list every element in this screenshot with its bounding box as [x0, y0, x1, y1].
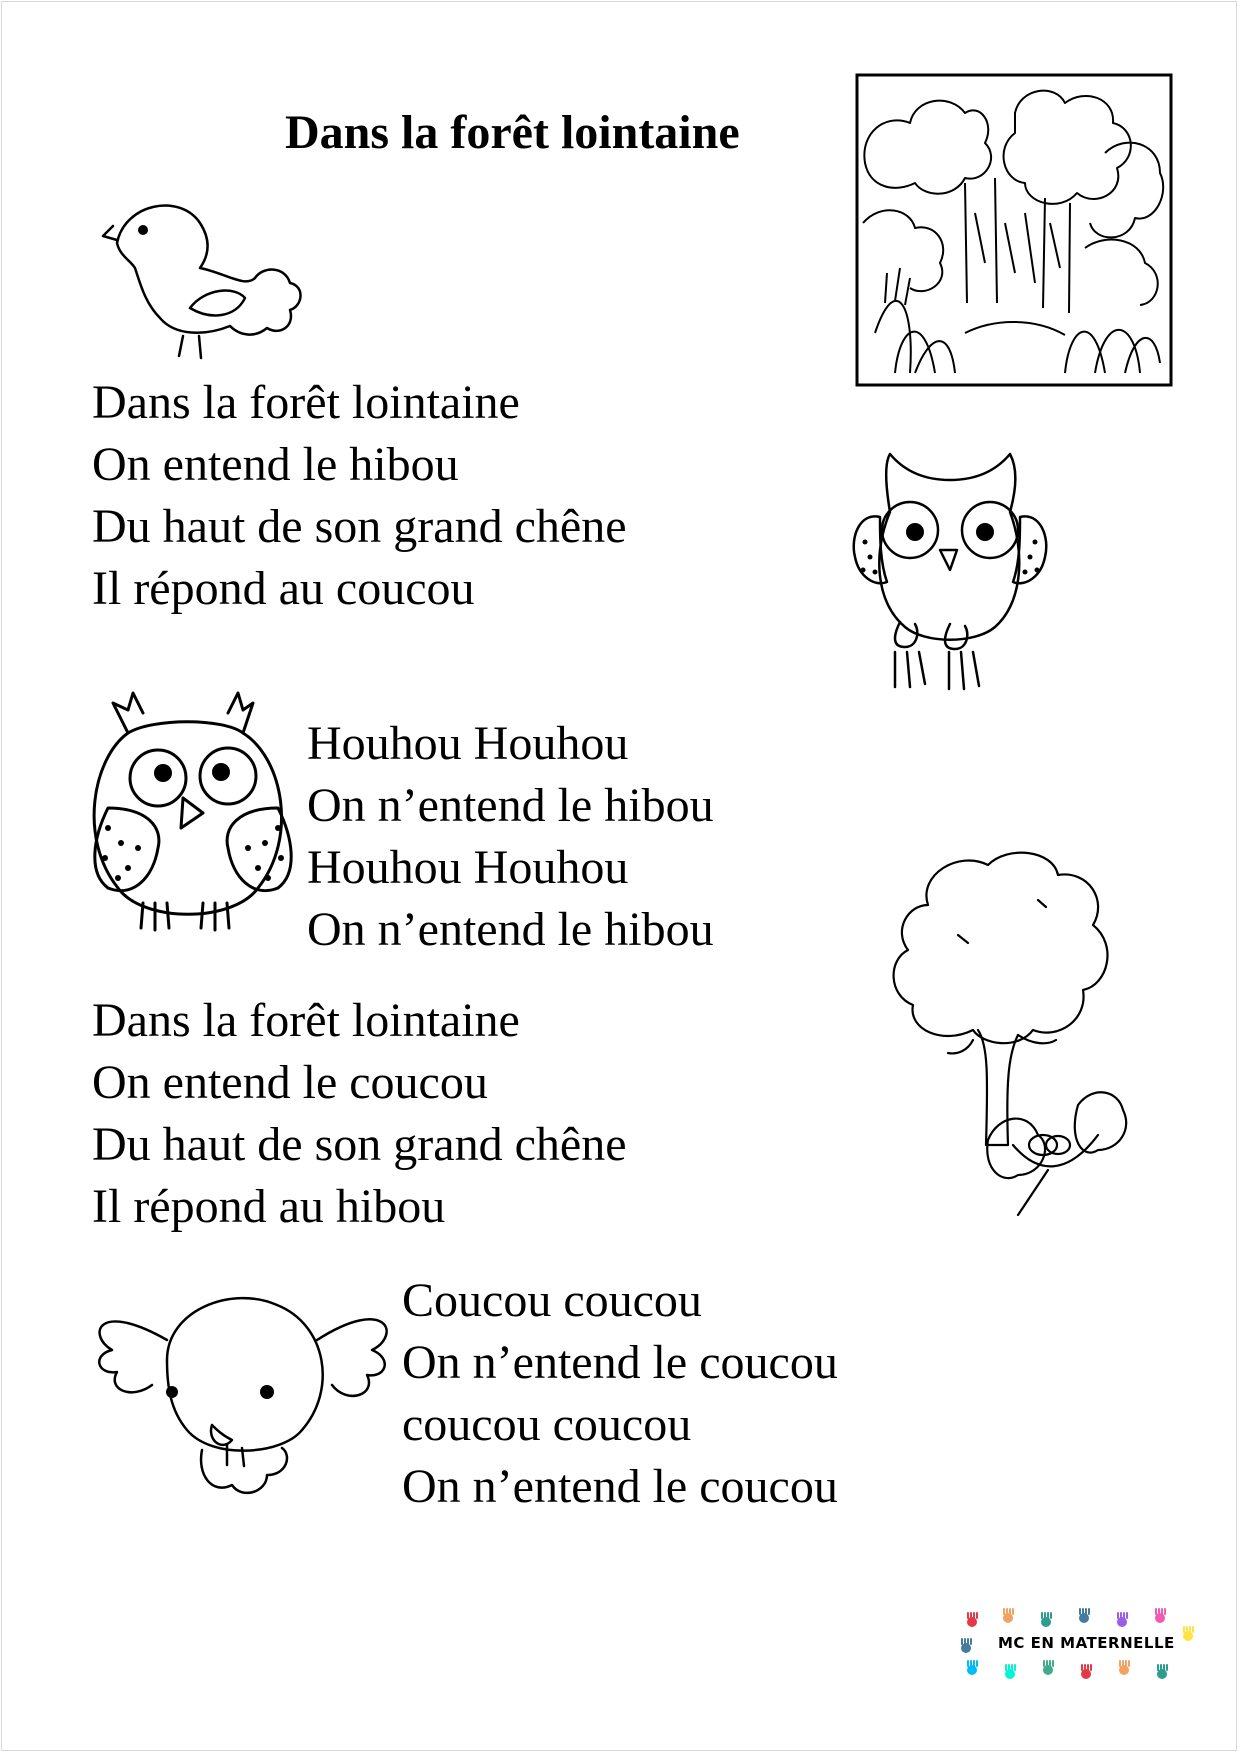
hand-print-icon	[967, 1660, 978, 1675]
hand-print-icon	[1117, 1612, 1128, 1627]
hand-print-icon	[1079, 1608, 1090, 1623]
hand-print-icon	[1157, 1664, 1168, 1679]
hand-print-icon	[1081, 1664, 1092, 1679]
flying-bird-icon	[92, 1280, 397, 1505]
hand-print-icon	[1183, 1626, 1194, 1641]
stanza-line: Houhou Houhou	[307, 717, 629, 770]
small-bird-icon	[95, 188, 310, 378]
page-title: Dans la forêt lointaine	[285, 106, 740, 159]
stanza-line: Il répond au hibou	[92, 1180, 446, 1233]
stanza-line: coucou coucou	[402, 1398, 692, 1451]
owl-icon	[845, 452, 1060, 710]
stanza-line: On entend le coucou	[92, 1056, 488, 1109]
stanza-line: Houhou Houhou	[307, 841, 629, 894]
hand-print-icon	[1005, 1664, 1016, 1679]
stanza-line: On n’entend le coucou	[402, 1460, 838, 1513]
hand-print-icon	[1119, 1660, 1130, 1675]
stanza-line: Coucou coucou	[402, 1274, 702, 1327]
stanza-line: Dans la forêt lointaine	[92, 376, 520, 429]
mc-en-maternelle-logo	[958, 1605, 1198, 1685]
stanza-line: On n’entend le hibou	[307, 903, 714, 956]
stanza-line: Il répond au coucou	[92, 562, 475, 615]
hand-print-icon	[967, 1612, 978, 1627]
hand-print-icon	[961, 1638, 972, 1653]
hand-print-icon	[1041, 1612, 1052, 1627]
hand-print-icon	[1155, 1608, 1166, 1623]
stanza-2	[307, 713, 714, 961]
stanza-line: On n’entend le coucou	[402, 1336, 838, 1389]
logo-text: MC EN MATERNELLE	[998, 1634, 1175, 1652]
stanza-3	[92, 990, 627, 1238]
stanza-line: Du haut de son grand chêne	[92, 1118, 627, 1171]
stanza-line: Du haut de son grand chêne	[92, 500, 627, 553]
oak-tree-icon	[888, 845, 1150, 1225]
stanza-line: On n’entend le hibou	[307, 779, 714, 832]
stanza-line: On entend le hibou	[92, 438, 459, 491]
hand-print-icon	[1043, 1660, 1054, 1675]
stanza-4	[402, 1270, 838, 1518]
forest-scene-icon	[855, 73, 1173, 387]
stanza-line: Dans la forêt lointaine	[92, 994, 520, 1047]
spotted-owl-icon	[83, 688, 303, 946]
stanza-1	[92, 372, 627, 620]
hand-print-icon	[1003, 1608, 1014, 1623]
